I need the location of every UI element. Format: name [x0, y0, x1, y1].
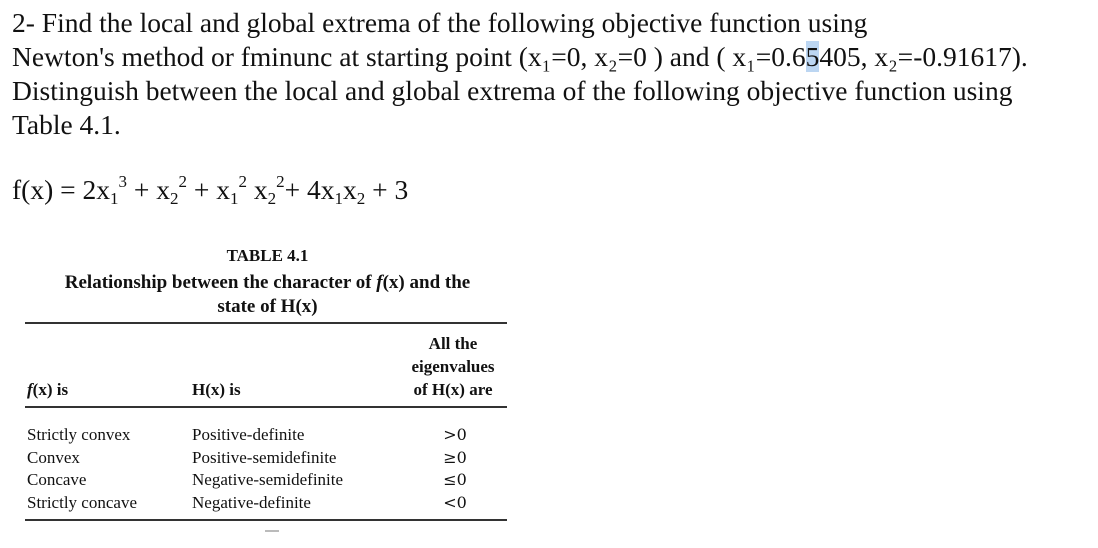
question-line-2-start: Newton's method or fminunc at starting point (x₁=0, x₂=0 ) and ( x₁=0.6 — [12, 41, 806, 72]
table-row — [25, 469, 510, 492]
eigen-cell: >0 — [443, 425, 467, 444]
question-line-2-end: 405, x₂=-0.91617). — [819, 41, 1028, 72]
question-line-2 — [12, 40, 1092, 74]
character-cell: Concave — [27, 470, 87, 489]
question-line-3: Distinguish between the local and global extrema of the following objective function using — [12, 75, 1013, 106]
character-cell: Strictly convex — [27, 425, 131, 444]
eigen-cell: <0 — [443, 492, 467, 512]
table-header-rule — [25, 406, 507, 408]
question-text — [12, 6, 1092, 142]
table-row — [25, 447, 510, 470]
header-fx-is: f(x) is — [27, 380, 69, 399]
character-cell: Strictly concave — [27, 492, 137, 512]
scan-mark — [265, 530, 279, 532]
table-title-block — [25, 245, 510, 319]
header-eigenvalues: All the eigenvalues of H(x) are — [411, 334, 495, 399]
header-hx-is: H(x) is — [192, 380, 241, 399]
table-caption: Relationship between the character of f(x) and the state of H(x) — [64, 272, 471, 317]
text-selection-highlight: 5 — [805, 41, 820, 72]
hessian-cell: Positive-definite — [192, 425, 305, 444]
hessian-cell: Positive-semidefinite — [192, 447, 337, 467]
table-bottom-rule — [25, 519, 507, 521]
objective-function: $f(x) = 2x_1^3 + x_2^2 + x_1^2$ $x_2^2+ 4x_1x_2 + 3$ — [12, 172, 409, 208]
hessian-cell: Negative-definite — [192, 492, 311, 512]
table-number: TABLE 4.1 — [226, 246, 309, 265]
eigen-cell: ≥0 — [443, 447, 467, 467]
hessian-cell: Negative-semidefinite — [192, 470, 344, 489]
character-cell: Convex — [27, 447, 80, 467]
table-body — [25, 424, 510, 514]
table-top-rule — [25, 322, 507, 324]
table-row — [25, 424, 510, 447]
question-line-4: Table 4.1. — [12, 109, 121, 140]
question-line-1: 2- Find the local and global extrema of the following objective function using — [12, 7, 868, 38]
table-row — [25, 492, 510, 515]
eigen-cell: ≤0 — [443, 470, 467, 489]
